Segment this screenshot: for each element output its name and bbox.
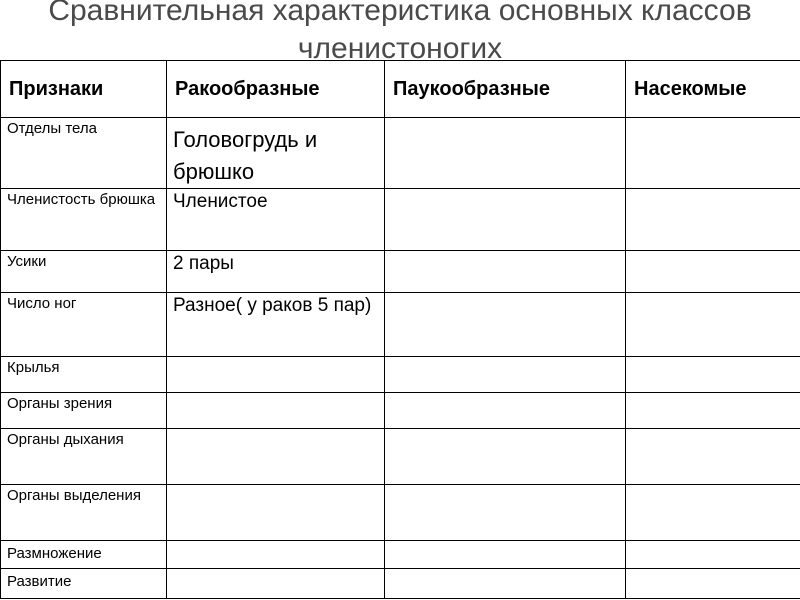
cell-crustaceans: Разное( у раков 5 пар) <box>167 293 385 357</box>
row-label: Число ног <box>1 293 167 357</box>
row-label: Отделы тела <box>1 118 167 189</box>
comparison-table <box>0 60 800 599</box>
cell-crustaceans: Членистое <box>167 189 385 251</box>
table-row <box>1 393 800 429</box>
cell-insects <box>626 541 800 569</box>
row-label: Органы зрения <box>1 393 167 429</box>
table-row <box>1 118 800 189</box>
cell-insects <box>626 485 800 541</box>
cell-arachnids <box>385 393 626 429</box>
cell-crustaceans <box>167 393 385 429</box>
cell-insects <box>626 357 800 393</box>
page-title: Сравнительная характеристика основных классов членистоногих <box>48 0 752 65</box>
cell-crustaceans <box>167 357 385 393</box>
table-header-row <box>1 61 800 118</box>
column-header-insects: Насекомые <box>626 61 800 118</box>
cell-insects <box>626 429 800 485</box>
row-label: Развитие <box>1 569 167 599</box>
row-label: Крылья <box>1 357 167 393</box>
row-label: Размножение <box>1 541 167 569</box>
row-label: Органы дыхания <box>1 429 167 485</box>
cell-arachnids <box>385 429 626 485</box>
column-header-features: Признаки <box>1 61 167 118</box>
cell-arachnids <box>385 118 626 189</box>
column-header-crustaceans: Ракообразные <box>167 61 385 118</box>
table-row <box>1 189 800 251</box>
cell-crustaceans <box>167 485 385 541</box>
cell-insects <box>626 118 800 189</box>
cell-crustaceans <box>167 569 385 599</box>
cell-arachnids <box>385 293 626 357</box>
table-row <box>1 541 800 569</box>
cell-arachnids <box>385 251 626 293</box>
cell-insects <box>626 189 800 251</box>
table-row <box>1 485 800 541</box>
cell-arachnids <box>385 485 626 541</box>
cell-arachnids <box>385 357 626 393</box>
cell-crustaceans <box>167 429 385 485</box>
cell-crustaceans: Головогрудь и брюшко <box>167 118 385 189</box>
table-row <box>1 357 800 393</box>
cell-arachnids <box>385 541 626 569</box>
column-header-arachnids: Паукообразные <box>385 61 626 118</box>
cell-insects <box>626 569 800 599</box>
cell-crustaceans: 2 пары <box>167 251 385 293</box>
table-row <box>1 251 800 293</box>
cell-arachnids <box>385 569 626 599</box>
row-label: Усики <box>1 251 167 293</box>
cell-arachnids <box>385 189 626 251</box>
cell-crustaceans <box>167 541 385 569</box>
cell-insects <box>626 293 800 357</box>
row-label: Органы выделения <box>1 485 167 541</box>
table-row <box>1 569 800 599</box>
cell-insects <box>626 393 800 429</box>
cell-insects <box>626 251 800 293</box>
table-row <box>1 429 800 485</box>
table-row <box>1 293 800 357</box>
row-label: Членистость брюшка <box>1 189 167 251</box>
